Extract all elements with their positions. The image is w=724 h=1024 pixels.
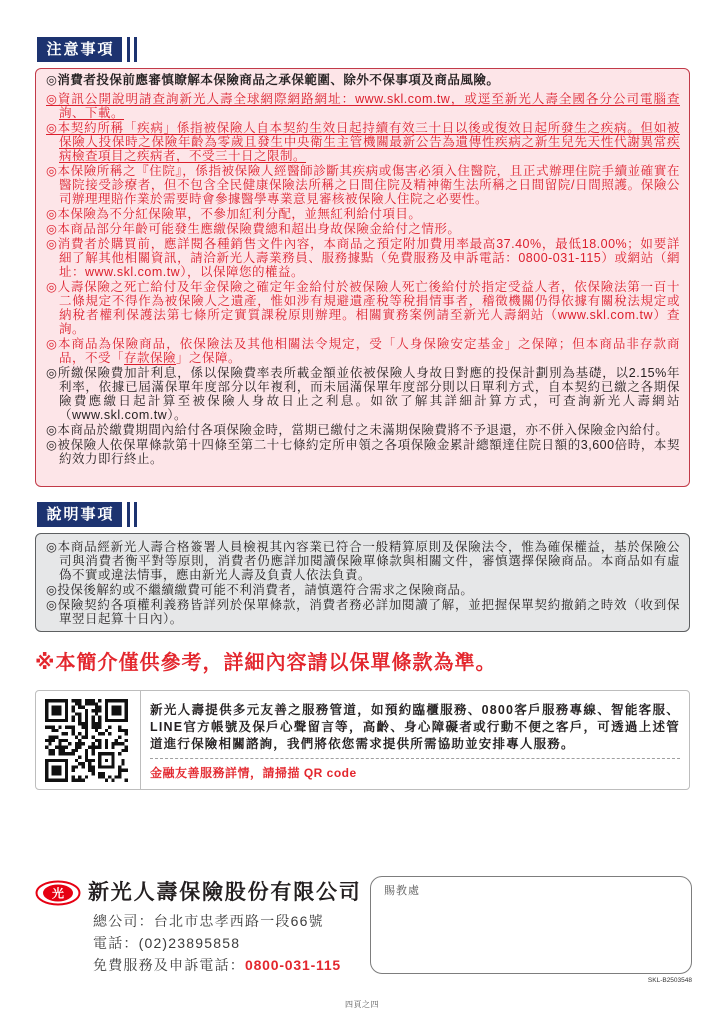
- panel-divider: [140, 691, 141, 789]
- notice-heading: 注意事項: [37, 37, 122, 62]
- reference-disclaimer: ※本簡介僅供參考，詳細內容請以保單條款為準。: [35, 652, 497, 674]
- heading-bar: [134, 502, 137, 527]
- explain-item-actuarial-review: ◎本商品經新光人壽合格簽署人員檢視其內容業已符合一般精算原則及保險法令，惟為確保權益，基於保險公司與消費者衡平對等原則，消費者仍應詳加閱讀保險單條款與相關文件，審慎選擇保險商品。本商品如有虛偽不實或違法情事，應由新光人壽及負責人依法負責。: [46, 540, 680, 582]
- friendly-service-panel: [35, 690, 690, 790]
- guarantee-fund-text-end: 」之保障。: [176, 351, 242, 365]
- notice-item-non-participating: ◎本保險為不分紅保險單，不參加紅利分配，並無紅利給付項目。: [46, 207, 422, 221]
- notice-item-premium-exceeds-benefit: ◎本商品部分年齡可能發生應繳保險費總和超出身故保險金給付之情形。: [46, 222, 461, 236]
- friendly-service-text: 新光人壽提供多元友善之服務管道，如預約臨櫃服務、0800客戶服務專線、智能客服、LINE官方帳號及保戶心聲留言等，高齡、身心障礙者或行動不便之客戶，可透過上述管道進行保險相關諮詢，我們將依您需求提供所需協助並安排專人服務。: [150, 703, 680, 751]
- notice-item-premium-interest: ◎所繳保險費加計利息，係以保險費率表所載金額並依被保險人身故日對應的投保計劃別為基礎，以2.15%年利率，依據已屆滿保單年度部分以年複利，而未屆滿保單年度部分則以日單利方式，自本契約已繳之各期保險費應繳日起計算至被保險人身故日止之利息。如欲了解其詳細計算方式，可查詢新光人壽網站（www.skl.com.tw）。: [46, 366, 680, 422]
- qr-code-icon: [45, 699, 128, 782]
- company-logo: [35, 880, 81, 906]
- heading-bar: [127, 502, 130, 527]
- heading-bar: [134, 37, 137, 62]
- deposit-insurance-term: 存款保險: [124, 351, 177, 365]
- head-office-address: 總公司：台北市忠孝西路一段66號: [93, 913, 324, 929]
- agent-stamp-label: 賜教處: [384, 885, 420, 897]
- page-number: 四頁之四: [345, 1000, 379, 1009]
- toll-free-label: 免費服務及申訴電話：: [93, 957, 245, 973]
- logo-character: 光: [51, 886, 65, 901]
- toll-free-number: 0800-031-115: [245, 957, 342, 973]
- notice-box: [35, 68, 690, 487]
- notice-item-hospitalization-definition: ◎本保險所稱之『住院』，係指被保險人經醫師診斷其疾病或傷害必須入住醫院，且正式辦理住院手續並確實在醫院接受診療者，但不包含全民健康保險法所稱之日間住院及精神衛生法所稱之日間留院/日間照護。保險公司辦理理賠作業於需要時會參據醫學專業意見審核被保險人住院之必要性。: [46, 164, 680, 206]
- guarantee-fund-text: ◎本商品為保險商品，依保險法及其他相關法令規定，受「人身保險安定基金」之保障；但本商品非存款商品，不受「: [46, 337, 680, 365]
- explain-item-cancellation-period: ◎保險契約各項權利義務皆詳列於保單條款，消費者務必詳加閱讀了解，並把握保單契約撤銷之時效（收到保單翌日起算十日內）。: [46, 598, 680, 626]
- notice-item-estate-tax: ◎人壽保險之死亡給付及年金保險之確定年金給付於被保險人死亡後給付於指定受益人者，依保險法第一百十二條規定不得作為被保險人之遺產，惟如涉有規避遺產稅等稅捐情事者，稽徵機關仍得依據有關稅法規定或納稅者權利保護法第七條所定實質課稅原則辦理。相關實務案例請至新光人壽網站（www.skl.com.tw）查詢。: [46, 280, 680, 336]
- qr-scan-hint: 金融友善服務詳情，請掃描 QR code: [150, 766, 357, 780]
- notice-item-unearned-premium: ◎本商品於繳費期間內給付各項保險金時，當期已繳付之未滿期保險費將不予退還，亦不併入保險金內給付。: [46, 423, 669, 437]
- notice-item-product-risk: ◎消費者投保前應審慎瞭解本保險商品之承保範圍、除外不保事項及商品風險。: [46, 73, 500, 87]
- phone-number: 電話：(02)23895858: [93, 935, 241, 951]
- notice-item-guarantee-fund: [46, 337, 680, 365]
- notice-item-expense-ratio: ◎消費者於購買前，應詳閱各種銷售文件內容，本商品之預定附加費用率最高37.40%，最低18.00%；如要詳細了解其他相關資訊，請洽新光人壽業務員、服務據點（免費服務及申訴電話：0800-031-115）或網站（網址：www.skl.com.tw），以保障您的權益。: [46, 237, 680, 279]
- document-code: SKL-B2503548: [647, 977, 692, 984]
- explain-item-surrender-warning: ◎投保後解約或不繼續繳費可能不利消費者，請慎選符合需求之保險商品。: [46, 583, 474, 597]
- explain-box: [35, 533, 690, 632]
- notice-item-disclosure: ◎資訊公開說明請查詢新光人壽全球網際網路網址：www.skl.com.tw，或逕至新光人壽全國各分公司電腦查詢、下載。: [46, 92, 680, 120]
- notice-heading-bars: [127, 37, 137, 62]
- explain-heading-bars: [127, 502, 137, 527]
- heading-bar: [127, 37, 130, 62]
- explain-heading: 說明事項: [37, 502, 122, 527]
- toll-free-line: [93, 955, 341, 975]
- agent-stamp-box: [370, 876, 692, 974]
- dashed-separator: [150, 758, 680, 759]
- company-name: 新光人壽保險股份有限公司: [88, 881, 362, 904]
- notice-item-contract-termination: ◎被保險人依保單條款第十四條至第二十七條約定所申領之各項保險金累計總額達住院日額的3,600倍時，本契約效力即行終止。: [46, 438, 680, 466]
- notice-item-disease-definition: ◎本契約所稱「疾病」係指被保險人自本契約生效日起持續有效三十日以後或復效日起所發生之疾病。但如被保險人投保時之保險年齡為零歲且發生中央衛生主管機關最新公告為遺傳性疾病之新生兒先天性代謝異常疾病檢查項目之疾病者，不受三十日之限制。: [46, 121, 680, 163]
